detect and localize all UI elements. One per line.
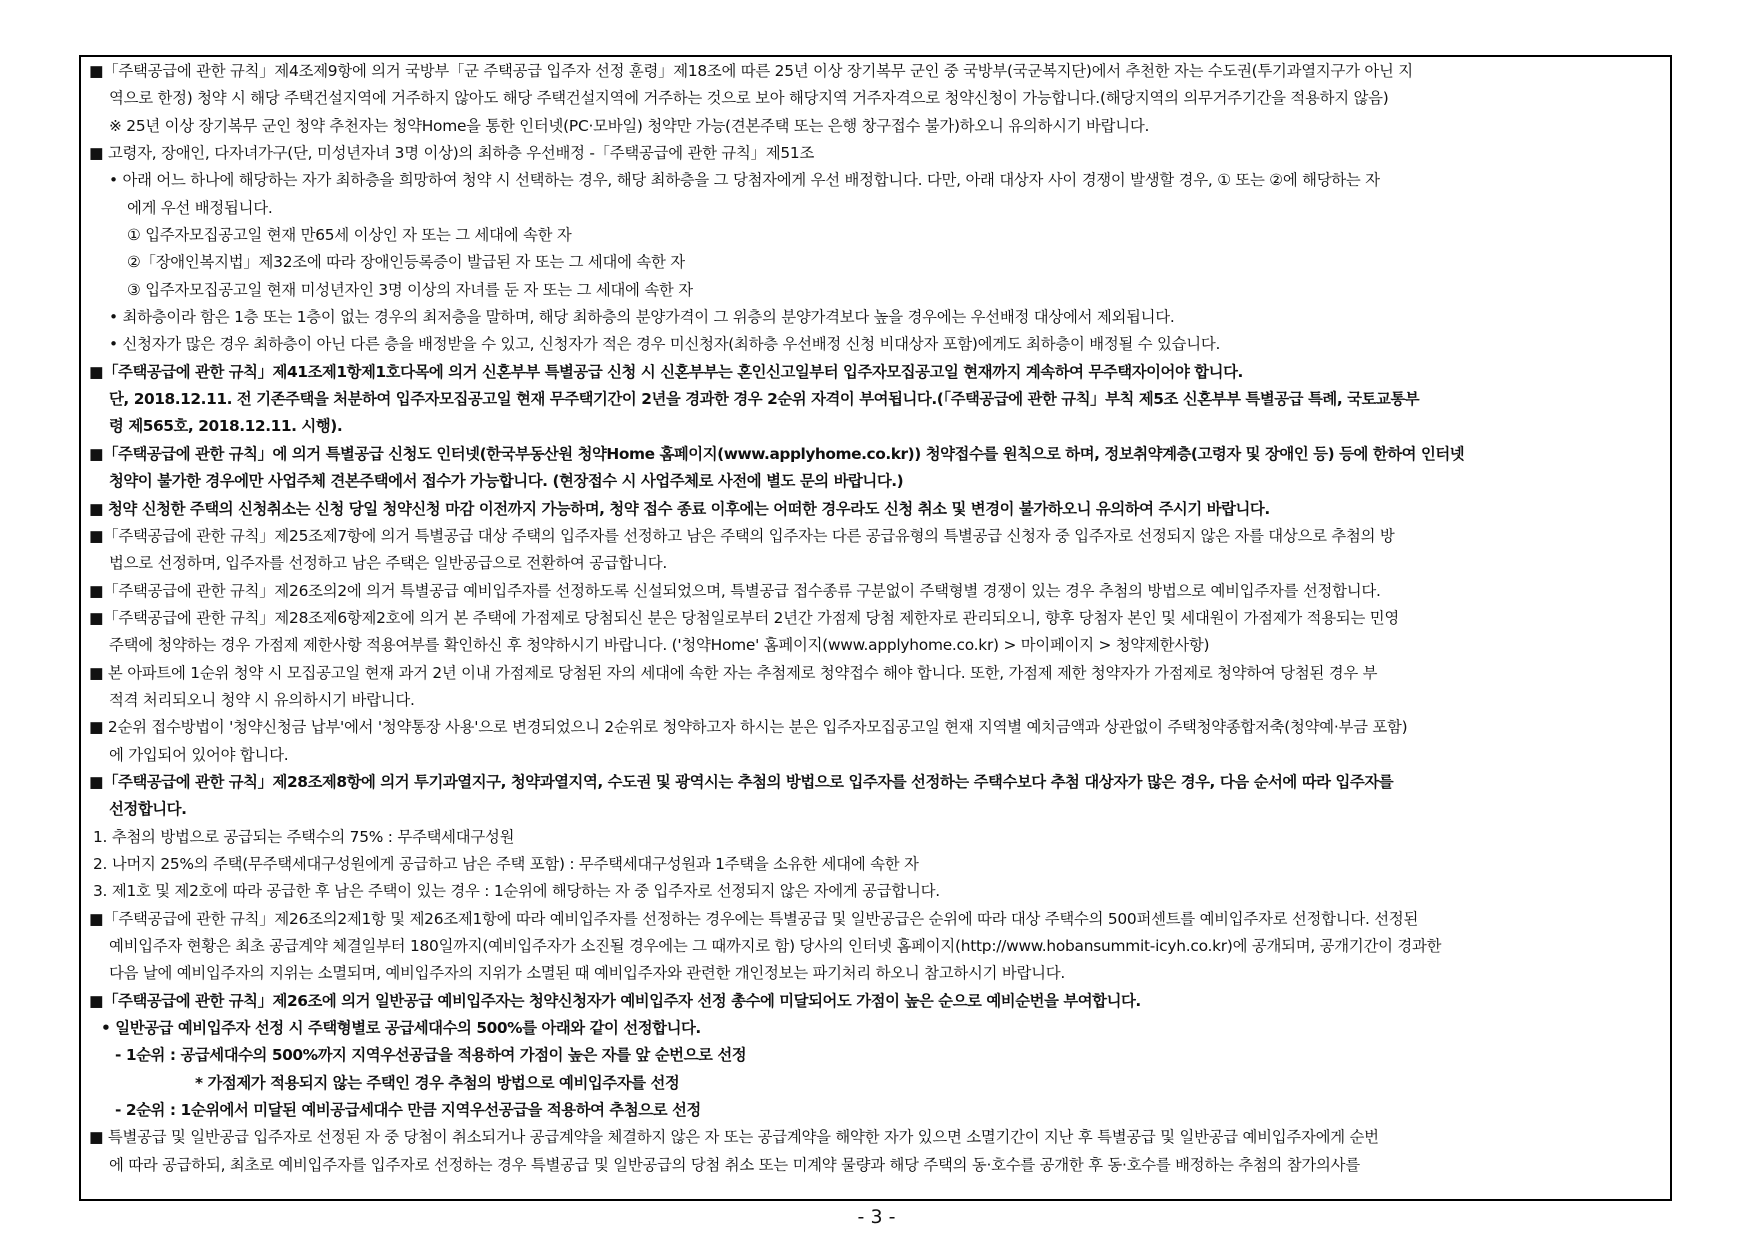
notice-line: 에 따라 공급하되, 최초로 예비입주자를 입주자로 선정하는 경우 특별공급 및 일반공급의 당첨 취소 또는 미계약 물량과 해당 주택의 동·호수를 공개한 후 동·호수를 배정하는 추첨의 참가의사를 [109, 1155, 1360, 1174]
notice-line: ※ 25년 이상 장기복무 군인 청약 추천자는 청약Home을 통한 인터넷(PC·모바일) 청약만 가능(견본주택 또는 은행 창구접수 불가)하오니 유의하시기 바랍니다. [109, 116, 1150, 135]
notice-line: • 아래 어느 하나에 해당하는 자가 최하층을 희망하여 청약 시 선택하는 경우, 해당 최하층을 그 당첨자에게 우선 배정합니다. 다만, 아래 대상자 사이 경쟁이 발생할 경우, ① 또는 ②에 해당하는 자 [109, 171, 1380, 190]
notice-line: 청약이 불가한 경우에만 사업주체 견본주택에서 접수가 가능합니다. (현장접수 시 사업주체로 사전에 별도 문의 바랍니다.) [109, 472, 904, 491]
notice-line: 에 가입되어 있어야 합니다. [109, 745, 289, 764]
notice-line: 적격 처리되오니 청약 시 유의하시기 바랍니다. [109, 690, 415, 709]
notice-line: ■ 본 아파트에 1순위 청약 시 모집공고일 현재 과거 2년 이내 가점제로 당첨된 자의 세대에 속한 자는 추첨제로 청약접수 해야 합니다. 또한, 가점제 제한 청약자가 가점제로 청약하여 당첨된 경우 부 [89, 663, 1378, 682]
notice-line: 선정합니다. [109, 800, 187, 819]
notice-line: • 최하층이라 함은 1층 또는 1층이 없는 경우의 최저층을 말하며, 해당 최하층의 분양가격이 그 위층의 분양가격보다 높을 경우에는 우선배정 대상에서 제외됩니다. [109, 308, 1175, 327]
notice-line: ■ 고령자, 장애인, 다자녀가구(단, 미성년자녀 3명 이상)의 최하층 우선배정 -「주택공급에 관한 규칙」제51조 [89, 144, 815, 163]
notice-line: ■「주택공급에 관한 규칙」제26조의2에 의거 특별공급 예비입주자를 선정하도록 신설되었으며, 특별공급 접수종류 구분없이 주택형별 경쟁이 있는 경우 추첨의 방법으로 예비입주자를 선정합니다. [89, 581, 1381, 600]
notice-line: - 1순위 : 공급세대수의 500%까지 지역우선공급을 적용하여 가점이 높은 자를 앞 순번으로 선정 [115, 1046, 747, 1065]
notice-line: 역으로 한정) 청약 시 해당 주택건설지역에 거주하지 않아도 해당 주택건설지역에 거주하는 것으로 보아 해당지역 거주자격으로 청약신청이 가능합니다.(해당지역의 의무거주기간을 적용하지 않음) [109, 89, 1389, 108]
notice-line: • 일반공급 예비입주자 선정 시 주택형별로 공급세대수의 500%를 아래와 같이 선정합니다. [101, 1019, 701, 1038]
notice-line: 주택에 청약하는 경우 가점제 제한사항 적용여부를 확인하신 후 청약하시기 바랍니다. ('청약Home' 홈페이지(www.applyhome.co.kr) > 마이페이지 > 청약제한사항) [109, 636, 1210, 655]
notice-line: 2. 나머지 25%의 주택(무주택세대구성원에게 공급하고 남은 주택 포함) : 무주택세대구성원과 1주택을 소유한 세대에 속한 자 [93, 854, 919, 873]
notice-line: ③ 입주자모집공고일 현재 미성년자인 3명 이상의 자녀를 둔 자 또는 그 세대에 속한 자 [127, 280, 693, 299]
notice-line: ■「주택공급에 관한 규칙」제26조의2제1항 및 제26조제1항에 따라 예비입주자를 선정하는 경우에는 특별공급 및 일반공급은 순위에 따라 대상 주택수의 500퍼센트를 예비입주자로 선정합니다. 선정된 [89, 909, 1419, 928]
notice-line: ■ 2순위 접수방법이 '청약신청금 납부'에서 '청약통장 사용'으로 변경되었으니 2순위로 청약하고자 하시는 분은 입주자모집공고일 현재 지역별 예치금액과 상관없이 주택청약종합저축(청약예·부금 포함) [89, 718, 1408, 737]
notice-line: ① 입주자모집공고일 현재 만65세 이상인 자 또는 그 세대에 속한 자 [127, 226, 572, 245]
notice-line: ■「주택공급에 관한 규칙」제28조제8항에 의거 투기과열지구, 청약과열지역, 수도권 및 광역시는 추첨의 방법으로 입주자를 선정하는 주택수보다 추첨 대상자가 많은 경우, 다음 순서에 따라 입주자를 [89, 772, 1394, 791]
notice-line: - 2순위 : 1순위에서 미달된 예비공급세대수 만큼 지역우선공급을 적용하여 추첨으로 선정 [115, 1101, 701, 1120]
notice-line: ■ 청약 신청한 주택의 신청취소는 신청 당일 청약신청 마감 이전까지 가능하며, 청약 접수 종료 이후에는 어떠한 경우라도 신청 취소 및 변경이 불가하오니 유의하여 주시기 바랍니다. [89, 499, 1270, 518]
notice-line: * 가점제가 적용되지 않는 주택인 경우 추첨의 방법으로 예비입주자를 선정 [195, 1073, 680, 1092]
notice-line: 예비입주자 현황은 최초 공급계약 체결일부터 180일까지(예비입주자가 소진될 경우에는 그 때까지로 함) 당사의 인터넷 홈페이지(http://www.hobansummit-icyh.co.kr)에 공개되며, 공개기간이 경과한 [109, 937, 1442, 955]
notice-line: ■「주택공급에 관한 규칙」제28조제6항제2호에 의거 본 주택에 가점제로 당첨되신 분은 당첨일로부터 2년간 가점제 당첨 제한자로 관리되오니, 향후 당첨자 본인 및 세대원이 가점제가 적용되는 민영 [89, 608, 1399, 627]
notice-box [79, 55, 1672, 1201]
notice-line: ②「장애인복지법」제32조에 따라 장애인등록증이 발급된 자 또는 그 세대에 속한 자 [127, 253, 685, 272]
notice-line: ■「주택공급에 관한 규칙」제26조에 의거 일반공급 예비입주자는 청약신청자가 예비입주자 선정 총수에 미달되어도 가점이 높은 순으로 예비순번을 부여합니다. [89, 991, 1141, 1010]
notice-line: 에게 우선 배정됩니다. [127, 198, 273, 217]
notice-line: ■「주택공급에 관한 규칙」제25조제7항에 의거 특별공급 대상 주택의 입주자를 선정하고 남은 주택의 입주자는 다른 공급유형의 특별공급 신청자 중 입주자로 선정되지 않은 자를 대상으로 추첨의 방 [89, 526, 1395, 545]
notice-line: 3. 제1호 및 제2호에 따라 공급한 후 남은 주택이 있는 경우 : 1순위에 해당하는 자 중 입주자로 선정되지 않은 자에게 공급합니다. [93, 882, 940, 901]
page-number: - 3 - [857, 1206, 896, 1228]
notice-line: 법으로 선정하며, 입주자를 선정하고 남은 주택은 일반공급으로 전환하여 공급합니다. [109, 554, 668, 573]
notice-line: ■「주택공급에 관한 규칙」제4조제9항에 의거 국방부「군 주택공급 입주자 선정 훈령」제18조에 따른 25년 이상 장기복무 군인 중 국방부(국군복지단)에서 추천한 자는 수도권(투기과열지구가 아닌 지 [89, 62, 1413, 80]
notice-line: 다음 날에 예비입주자의 지위는 소멸되며, 예비입주자의 지위가 소멸된 때 예비입주자와 관련한 개인정보는 파기처리 하오니 참고하시기 바랍니다. [109, 964, 1065, 983]
notice-line: • 신청자가 많은 경우 최하층이 아닌 다른 층을 배정받을 수 있고, 신청자가 적은 경우 미신청자(최하층 우선배정 신청 비대상자 포함)에게도 최하층이 배정될 수 있습니다. [109, 335, 1221, 354]
notice-line: ■「주택공급에 관한 규칙」에 의거 특별공급 신청도 인터넷(한국부동산원 청약Home 홈페이지(www.applyhome.co.kr)) 청약접수를 원칙으로 하며, 정보취약계층(고령자 및 장애인 등) 등에 한하여 인터넷 [89, 444, 1465, 463]
notice-line: ■「주택공급에 관한 규칙」제41조제1항제1호다목에 의거 신혼부부 특별공급 신청 시 신혼부부는 혼인신고일부터 입주자모집공고일 현재까지 계속하여 무주택자이어야 합니다. [89, 362, 1243, 381]
notice-line: ■ 특별공급 및 일반공급 입주자로 선정된 자 중 당첨이 취소되거나 공급계약을 체결하지 않은 자 또는 공급계약을 해약한 자가 있으면 소멸기간이 지난 후 특별공급 및 일반공급 예비입주자에게 순번 [89, 1128, 1379, 1147]
notice-line: 령 제565호, 2018.12.11. 시행). [109, 417, 343, 436]
notice-line: 1. 추첨의 방법으로 공급되는 주택수의 75% : 무주택세대구성원 [93, 827, 515, 846]
notice-content [81, 57, 1670, 1179]
notice-line: 단, 2018.12.11. 전 기존주택을 처분하여 입주자모집공고일 현재 무주택기간이 2년을 경과한 경우 2순위 자격이 부여됩니다.(「주택공급에 관한 규칙」부칙 제5조 신혼부부 특별공급 특례, 국토교통부 [109, 390, 1420, 409]
